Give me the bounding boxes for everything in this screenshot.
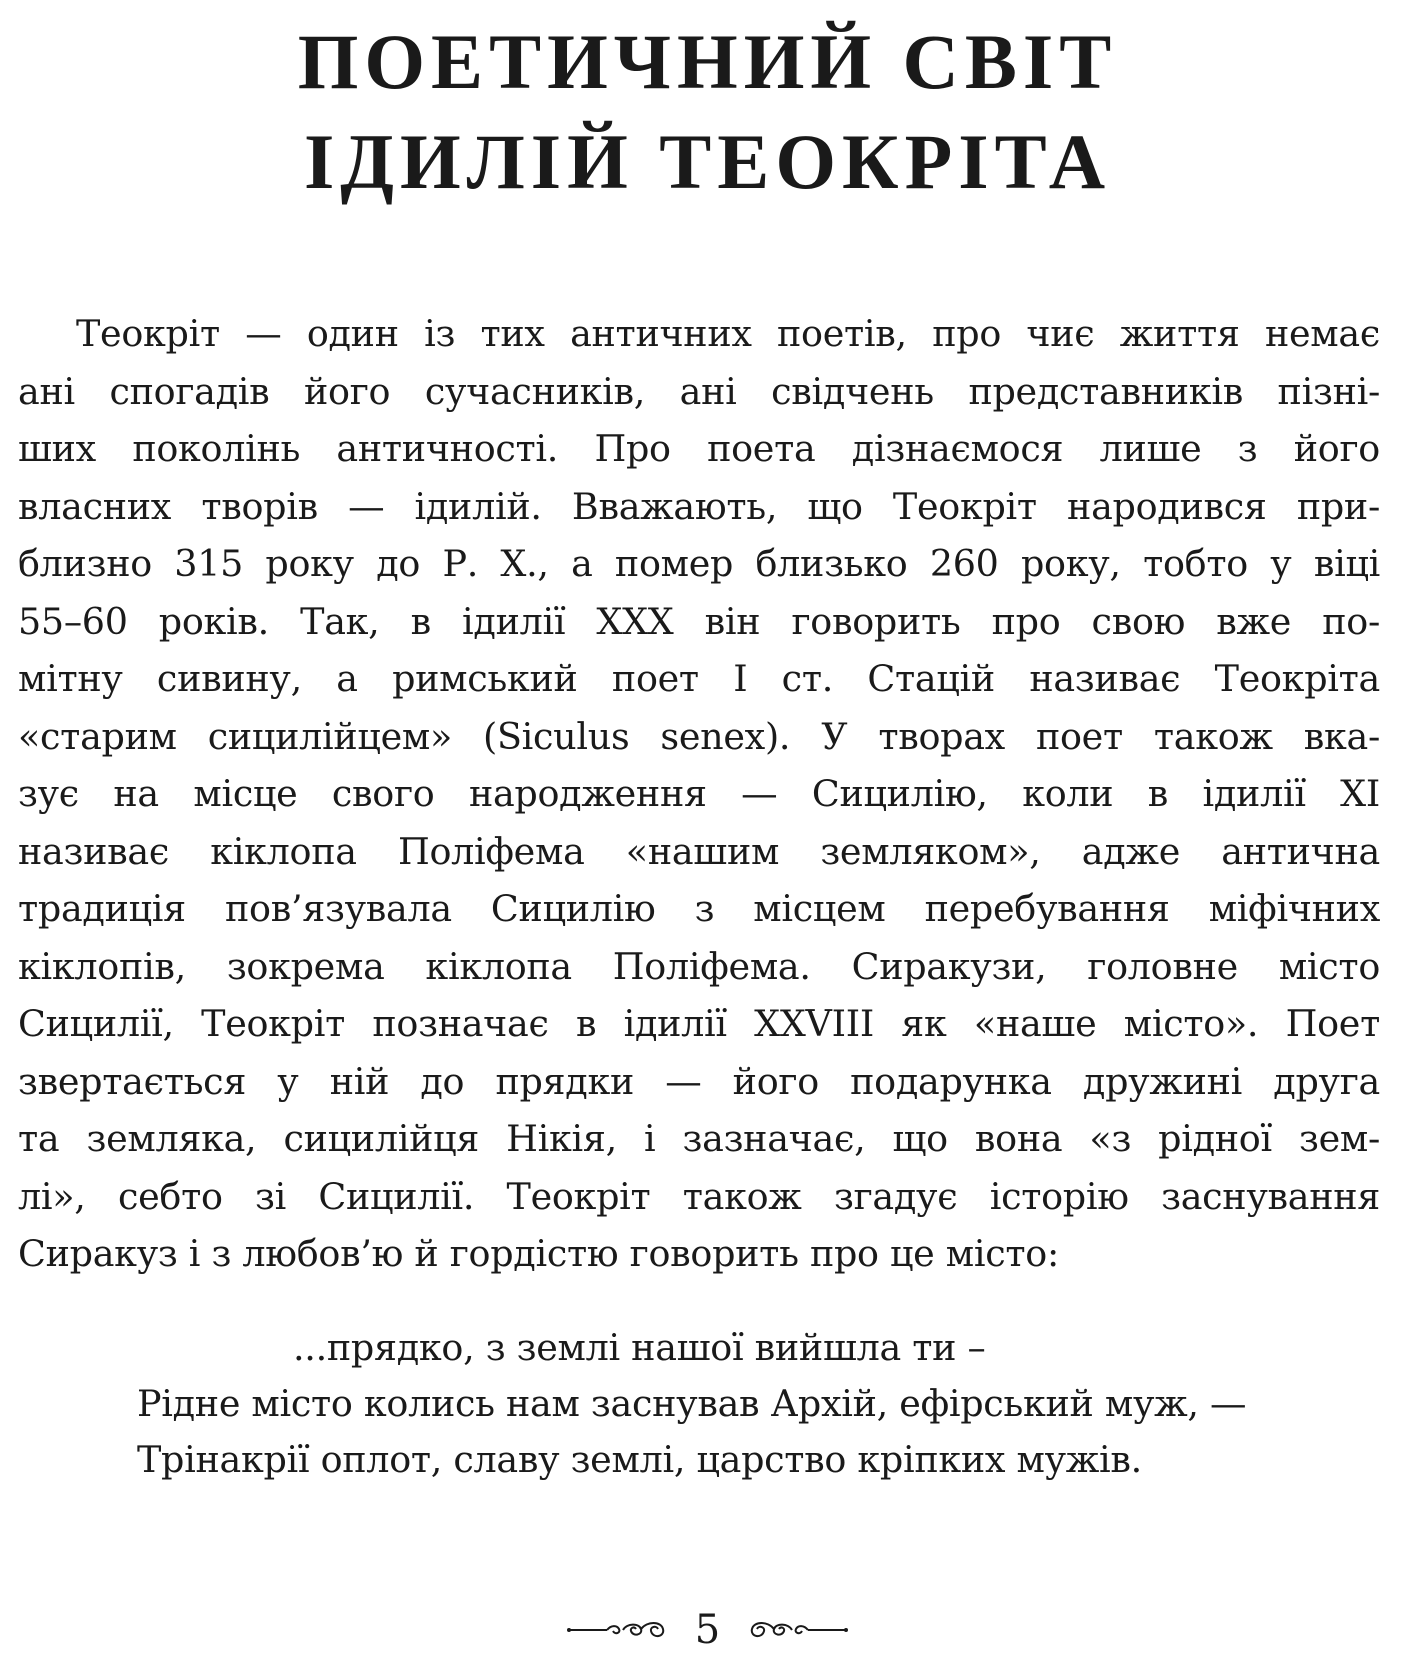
text-line: та земляка, сицилійця Нікія, і зазначає, що вона «з рідної зем- — [18, 1117, 1380, 1160]
verse-line-1: ...прядко, з землі нашої вийшла ти – — [293, 1326, 986, 1369]
verse-line-3: Трінакрії оплот, славу землі, царство кріпких мужів. — [137, 1438, 1142, 1481]
text-line: традиція пов’язувала Сицилію з місцем перебування міфічних — [18, 887, 1380, 930]
text-line: 55–60 років. Так, в ідилії XXX він говорить про свою вже по- — [18, 599, 1380, 643]
scroll-ornament-right-icon — [748, 1617, 848, 1643]
page-number: 5 — [694, 1607, 721, 1653]
text-line: ших поколінь античності. Про поета дізнаємося лише з його — [18, 427, 1380, 470]
text-line: кіклопів, зокрема кіклопа Поліфема. Сиракузи, головне місто — [18, 944, 1380, 988]
body-paragraph — [18, 305, 1380, 1283]
chapter-title — [0, 12, 1415, 212]
text-line: звертається у ній до прядки — його подарунка дружині друга — [18, 1059, 1380, 1103]
text-line: називає кіклопа Поліфема «нашим земляком», адже антична — [18, 829, 1380, 873]
verse-line-2: Рідне місто колись нам заснував Архій, ефірський муж, — — [137, 1382, 1247, 1425]
text-line: ані спогадів його сучасників, ані свідчень представників пізні- — [18, 369, 1380, 413]
text-line: Сицилії, Теокріт позначає в ідилії XXVIII як «наше місто». Поет — [18, 1002, 1380, 1045]
chapter-title-line-1: ПОЕТИЧНИЙ СВІТ — [297, 18, 1118, 105]
scroll-ornament-left-icon — [567, 1617, 667, 1643]
text-line: Теокріт — один із тих античних поетів, про чиє життя немає — [76, 312, 1380, 355]
text-line: зує на місце свого народження — Сицилію, коли в ідилії XI — [18, 772, 1380, 815]
text-line: мітну сивину, а римський поет I ст. Стацій називає Теокріта — [18, 657, 1380, 700]
text-line: Сиракуз і з любов’ю й гордістю говорить про це місто: — [18, 1232, 1059, 1275]
page-footer — [0, 1605, 1415, 1655]
chapter-title-line-2: ІДИЛІЙ ТЕОКРІТА — [303, 118, 1112, 205]
text-line: власних творів — ідилій. Вважають, що Теокріт народився при- — [18, 484, 1380, 528]
text-line: лі», себто зі Сицилії. Теокріт також згадує історію заснування — [18, 1174, 1380, 1218]
text-line: «старим сицилійцем» (Siculus senex). У творах поет також вка- — [18, 714, 1380, 758]
text-line: близно 315 року до Р. Х., а помер близько 260 року, тобто у віці — [18, 542, 1380, 585]
verse-quote — [0, 1320, 1415, 1488]
